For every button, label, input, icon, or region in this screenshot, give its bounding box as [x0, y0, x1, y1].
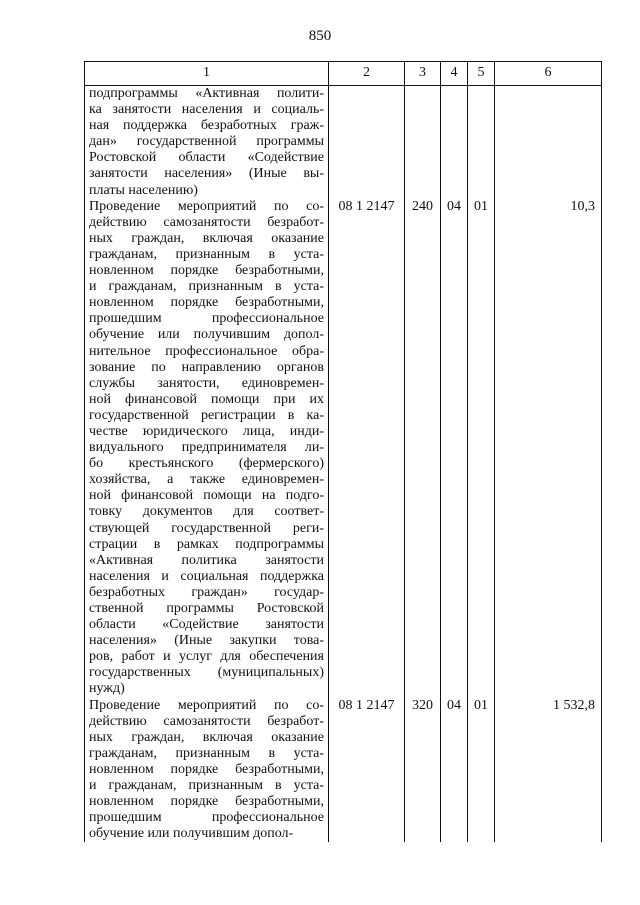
description-line: государственных (муниципальных)	[89, 665, 324, 681]
column-header-1: 1	[85, 62, 329, 86]
description-line: прошедшим профессиональное	[89, 311, 324, 327]
description-line: службы занятости, единовремен-	[89, 375, 324, 391]
description-line: обучение или получившим допол-	[89, 826, 294, 842]
description-line: занятости населения» (Иные вы-	[89, 166, 324, 182]
description-line: гражданам, признанным в уста-	[89, 745, 324, 761]
description-line: Проведение мероприятий по со-	[89, 697, 324, 713]
description-line: гражданам, признанным в уста-	[89, 246, 324, 262]
amount: 1 532,8	[495, 698, 602, 843]
description-line: государственной регистрации в ка-	[89, 407, 324, 423]
description-line: дан» государственной программы	[89, 134, 324, 150]
description-line: обучение или получившим допол-	[89, 327, 324, 343]
description-line: Ростовской области «Содействие	[89, 150, 324, 166]
description-line: новленном порядке безработными,	[89, 761, 324, 777]
section-code	[441, 86, 468, 199]
description-line: честве юридического лица, инди-	[89, 423, 324, 439]
column-header-2: 2	[329, 62, 405, 86]
column-header-3: 3	[405, 62, 441, 86]
description-line: и гражданам, признанным в уста-	[89, 279, 324, 295]
description-line: и гражданам, признанным в уста-	[89, 778, 324, 794]
description-line: ной финансовой помощи при их	[89, 391, 324, 407]
description-line: товку документов для соответ-	[89, 504, 324, 520]
description-line: области «Содействие занятости	[89, 617, 324, 633]
subsection-code	[468, 86, 495, 199]
description-line: прошедшим профессиональное	[89, 810, 324, 826]
subsection-code: 01	[468, 698, 495, 843]
description-line: платы населению)	[89, 182, 198, 198]
description-line: действию самозанятости безработ-	[89, 713, 324, 729]
row-description	[85, 86, 329, 199]
amount	[495, 86, 602, 199]
description-line: новленном порядке безработными,	[89, 295, 324, 311]
description-line: ствующей государственной реги-	[89, 520, 324, 536]
row-description	[85, 199, 329, 698]
column-header-6: 6	[495, 62, 602, 86]
description-line: нительное профессиональное обра-	[89, 343, 324, 359]
column-header-5: 5	[468, 62, 495, 86]
target-article-code: 08 1 2147	[329, 199, 405, 698]
section-code: 04	[441, 698, 468, 843]
row-description	[85, 698, 329, 843]
description-line: подпрограммы «Активная полити-	[89, 86, 324, 101]
description-line: новленном порядке безработными,	[89, 263, 324, 279]
description-line: ных граждан, включая оказание	[89, 729, 324, 745]
description-line: ка занятости населения и социаль-	[89, 102, 324, 118]
description-line: ных граждан, включая оказание	[89, 230, 324, 246]
description-line: нужд)	[89, 681, 125, 697]
description-line: населения» (Иные закупки това-	[89, 633, 324, 649]
description-line: безработных граждан» государ-	[89, 584, 324, 600]
description-line: ственной программы Ростовской	[89, 601, 324, 616]
section-code: 04	[441, 199, 468, 698]
amount: 10,3	[495, 199, 602, 698]
description-line: населения и социальная поддержка	[89, 568, 324, 584]
expense-type-code: 320	[405, 698, 441, 843]
target-article-code	[329, 86, 405, 199]
target-article-code: 08 1 2147	[329, 698, 405, 843]
page-number: 850	[308, 28, 332, 44]
expense-type-code: 240	[405, 199, 441, 698]
table-row	[85, 86, 602, 199]
description-line: ной финансовой помощи на подго-	[89, 488, 324, 504]
table-row	[85, 698, 602, 843]
budget-table	[84, 61, 602, 842]
expense-type-code	[405, 86, 441, 199]
description-line: бо крестьянского (фермерского)	[89, 456, 324, 472]
description-line: видуального предпринимателя ли-	[89, 440, 324, 456]
description-line: хозяйства, а также единовремен-	[89, 472, 324, 488]
header-row	[85, 62, 602, 86]
description-line: новленном порядке безработными,	[89, 794, 324, 810]
table-row	[85, 199, 602, 698]
description-line: Проведение мероприятий по со-	[89, 198, 324, 214]
table-header	[85, 62, 602, 86]
description-line: действию самозанятости безработ-	[89, 214, 324, 230]
description-line: ная поддержка безработных граж-	[89, 118, 324, 134]
column-header-4: 4	[441, 62, 468, 86]
description-line: зование по направлению органов	[89, 359, 324, 375]
subsection-code: 01	[468, 199, 495, 698]
description-line: «Активная политика занятости	[89, 552, 324, 568]
description-line: страции в рамках подпрограммы	[89, 536, 324, 552]
table-body	[85, 86, 602, 843]
description-line: ров, работ и услуг для обеспечения	[89, 649, 324, 665]
